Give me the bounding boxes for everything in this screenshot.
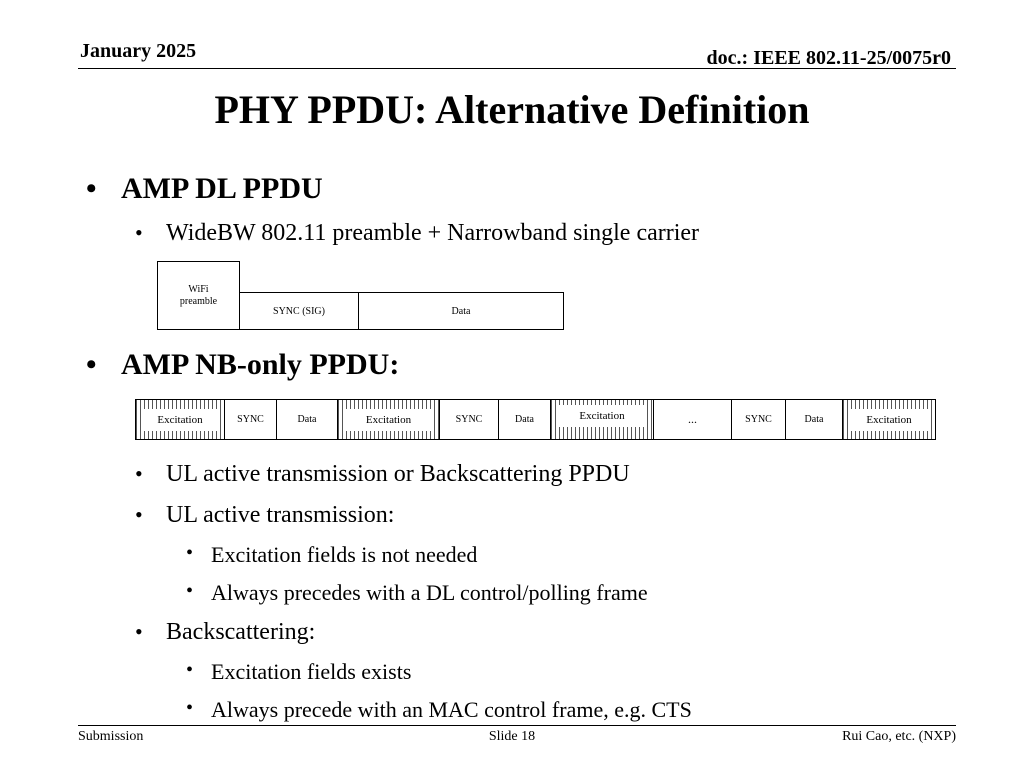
bullet-dot: • bbox=[186, 542, 194, 564]
bullet-text: Always precede with an MAC control frame, e.g. CTS bbox=[211, 697, 692, 722]
bullet-backscattering bbox=[135, 619, 316, 646]
excitation-field bbox=[136, 400, 224, 439]
excitation-label: Excitation bbox=[344, 409, 433, 431]
bullet-ul-active-1 bbox=[186, 542, 478, 568]
data-label: Data bbox=[804, 414, 824, 425]
bullet-dot: • bbox=[135, 461, 143, 486]
bullet-dot: • bbox=[186, 659, 194, 681]
ellipsis-field bbox=[653, 400, 731, 439]
footer-rule bbox=[78, 725, 956, 726]
bullet-ul-active-2 bbox=[186, 580, 648, 606]
data-label: Data bbox=[297, 414, 317, 425]
bullet-dot: • bbox=[135, 502, 143, 527]
bullet-text: Excitation fields is not needed bbox=[211, 542, 478, 567]
excitation-field bbox=[337, 400, 439, 439]
dl-data-label: Data bbox=[451, 305, 471, 317]
data-field bbox=[498, 400, 550, 439]
wifi-preamble-field bbox=[157, 261, 240, 330]
sync-sig-field bbox=[239, 292, 359, 330]
bullet-dot: • bbox=[186, 580, 194, 602]
sync-label: SYNC bbox=[745, 414, 772, 425]
bullet-dot: • bbox=[86, 348, 97, 381]
ellipsis-label: ... bbox=[688, 412, 697, 426]
bullet-backscattering-1 bbox=[186, 659, 412, 685]
header-rule bbox=[78, 68, 956, 69]
excitation-field bbox=[842, 400, 935, 439]
bullet-dot: • bbox=[186, 697, 194, 719]
sync-label: SYNC bbox=[237, 414, 264, 425]
bullet-dot: • bbox=[86, 172, 97, 205]
bullet-ul-active bbox=[135, 502, 395, 529]
bullet-text: AMP NB-only PPDU: bbox=[121, 348, 400, 381]
excitation-label: Excitation bbox=[557, 405, 647, 427]
bullet-text: Always precedes with a DL control/polling frame bbox=[211, 580, 648, 605]
footer-submission: Submission bbox=[78, 729, 144, 744]
bullet-dot: • bbox=[135, 619, 143, 644]
nb-ppdu-diagram bbox=[135, 399, 936, 440]
data-field bbox=[785, 400, 842, 439]
bullet-backscattering-2 bbox=[186, 697, 692, 723]
data-field bbox=[276, 400, 337, 439]
excitation-label: Excitation bbox=[142, 409, 218, 431]
bullet-amp-nb bbox=[86, 348, 400, 382]
bullet-dot: • bbox=[135, 220, 143, 245]
data-label: Data bbox=[515, 414, 534, 425]
footer-slide-number: Slide 18 bbox=[488, 729, 536, 744]
bullet-amp-dl bbox=[86, 172, 323, 206]
sync-field bbox=[731, 400, 785, 439]
bullet-ul-or-backscatter bbox=[135, 461, 630, 488]
footer-author: Rui Cao, etc. (NXP) bbox=[842, 729, 956, 744]
slide-title: PHY PPDU: Alternative Definition bbox=[214, 87, 810, 132]
sync-sig-label: SYNC (SIG) bbox=[273, 305, 325, 317]
bullet-amp-dl-sub bbox=[135, 220, 700, 247]
sync-field bbox=[224, 400, 276, 439]
bullet-text: UL active transmission: bbox=[166, 502, 395, 528]
excitation-label: Excitation bbox=[849, 409, 929, 431]
excitation-field bbox=[550, 400, 653, 439]
sync-field bbox=[439, 400, 498, 439]
dl-data-field bbox=[358, 292, 564, 330]
bullet-text: AMP DL PPDU bbox=[121, 172, 323, 205]
bullet-text: WideBW 802.11 preamble + Narrowband single carrier bbox=[166, 220, 700, 246]
bullet-text: UL active transmission or Backscattering PPDU bbox=[166, 461, 630, 487]
header-date: January 2025 bbox=[80, 40, 197, 62]
sync-label: SYNC bbox=[455, 414, 483, 425]
wifi-preamble-label: WiFi preamble bbox=[179, 283, 218, 307]
header-doc-id: doc.: IEEE 802.11-25/0075r0 bbox=[706, 47, 951, 69]
bullet-text: Excitation fields exists bbox=[211, 659, 412, 684]
bullet-text: Backscattering: bbox=[166, 619, 316, 645]
